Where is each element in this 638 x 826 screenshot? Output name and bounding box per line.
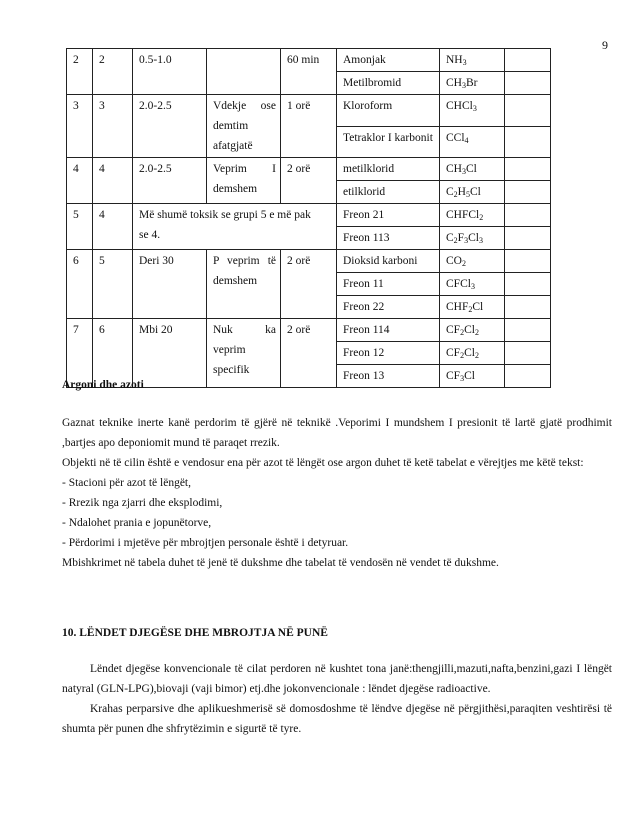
chemical-formula-cell	[440, 158, 505, 181]
effect-cell	[207, 95, 281, 158]
formula-part: CF	[446, 370, 461, 382]
formula-subscript: 3	[462, 58, 467, 67]
table-row	[67, 204, 551, 227]
empty-cell	[505, 273, 551, 296]
toxicity-table	[66, 48, 551, 388]
empty-cell	[505, 250, 551, 273]
table-row	[67, 95, 551, 127]
formula-part: CF	[446, 347, 461, 359]
exposure-time-cell: 2 orë	[281, 319, 337, 388]
formula-part: CCl	[446, 131, 465, 144]
substance-name-cell: metilklorid	[337, 158, 440, 181]
substance-name-cell: etilklorid	[337, 181, 440, 204]
group-cell: 2	[93, 49, 133, 95]
formula-subscript: 2	[461, 259, 466, 268]
empty-cell	[505, 72, 551, 95]
effect-line: demshem	[213, 183, 258, 195]
formula-subscript: 3	[461, 167, 466, 176]
effect-line: P veprim të	[213, 255, 276, 267]
formula-subscript: 3	[478, 236, 483, 245]
bullet-item: - Përdorimi i mjetëve për mbrojtjen personale është i detyruar.	[62, 537, 349, 549]
description-line: Më shumë toksik se grupi 5 e më pak	[139, 209, 311, 221]
table-row	[67, 158, 551, 181]
formula-part: Cl	[464, 370, 475, 382]
chemical-formula-cell	[440, 72, 505, 95]
substance-name-cell: Kloroform	[337, 95, 440, 127]
formula-part: CHF	[446, 301, 469, 313]
bullet-item: - Stacioni për azot të lëngët,	[62, 477, 192, 489]
formula-part: Cl	[464, 324, 475, 336]
formula-part: CO	[446, 255, 462, 267]
substance-name-cell: Freon 114	[337, 319, 440, 342]
chemical-formula-cell	[440, 296, 505, 319]
formula-subscript: 2	[474, 351, 479, 360]
empty-cell	[505, 319, 551, 342]
formula-part: Cl	[468, 232, 479, 244]
concentration-cell: Deri 30	[133, 250, 207, 319]
effect-line: specifik	[213, 364, 250, 376]
formula-part: Cl	[465, 163, 477, 175]
concentration-cell: 0.5-1.0	[133, 49, 207, 95]
formula-part: Cl	[469, 186, 481, 198]
empty-cell	[505, 49, 551, 72]
row-number-cell: 6	[67, 250, 93, 319]
formula-subscript: 2	[479, 213, 484, 222]
concentration-cell: 2.0-2.5	[133, 158, 207, 204]
bullet-item: - Rrezik nga zjarri dhe eksplodimi,	[62, 497, 223, 509]
group-cell: 5	[93, 250, 133, 319]
substance-name-cell: Freon 12	[337, 342, 440, 365]
row-number-cell: 3	[67, 95, 93, 158]
formula-subscript: 4	[464, 135, 469, 145]
formula-part: CHFCl	[446, 209, 480, 221]
substance-name-cell: Freon 11	[337, 273, 440, 296]
empty-cell	[505, 204, 551, 227]
exposure-time-cell: 2 orë	[281, 158, 337, 204]
substance-name-cell: Freon 113	[337, 227, 440, 250]
effect-line: demtim	[213, 120, 249, 132]
formula-subscript: 2	[468, 305, 473, 314]
formula-part: Cl	[472, 301, 484, 313]
formula-subscript: 2	[453, 236, 458, 245]
empty-cell	[505, 296, 551, 319]
substance-name-cell: Amonjak	[337, 49, 440, 72]
formula-subscript: 3	[461, 81, 466, 90]
chemical-formula-cell	[440, 181, 505, 204]
exposure-time-cell: 60 min	[281, 49, 337, 95]
substance-name-cell: Freon 22	[337, 296, 440, 319]
formula-part: C	[446, 232, 454, 244]
empty-cell	[505, 342, 551, 365]
concentration-cell: 2.0-2.5	[133, 95, 207, 158]
fuels-paragraph-2: Krahas perparsive dhe aplikueshmerisë së domosdoshme të lëndve djegëse në përgjithësi,paraqiten veshtirësi të shumta për punen dhe shfrytëzimin e sigurtë të tyre.	[62, 703, 612, 735]
substance-name-cell: Tetraklor I karbonit	[337, 126, 440, 158]
group-cell: 4	[93, 158, 133, 204]
row-number-cell: 2	[67, 49, 93, 95]
empty-cell	[505, 95, 551, 127]
effect-line: Nuk ka	[213, 324, 276, 336]
row-number-cell: 7	[67, 319, 93, 388]
substance-name-cell: Dioksid karboni	[337, 250, 440, 273]
empty-cell	[505, 158, 551, 181]
effect-line: Vdekje ose	[213, 100, 276, 112]
argon-section	[62, 375, 612, 573]
table-row	[67, 250, 551, 273]
formula-part: CF	[446, 324, 461, 336]
substance-name-cell: Freon 21	[337, 204, 440, 227]
formula-subscript: 5	[465, 190, 470, 199]
group-cell: 3	[93, 95, 133, 158]
chemical-formula-cell	[440, 273, 505, 296]
substance-name-cell: Metilbromid	[337, 72, 440, 95]
exposure-time-cell: 1 orë	[281, 95, 337, 158]
fuels-paragraph-1: Lëndet djegëse konvencionale të cilat perdoren në kushtet tona janë:thengjilli,mazuti,nafta,benzini,gazi I lëngët natyral (GLN-LPG),biovaji (vaji bimor) etj.dhe jokonvencionale : lëndet djegëse radioactive.	[62, 663, 612, 695]
effect-cell	[207, 49, 281, 95]
chemical-formula-cell	[440, 95, 505, 127]
formula-subscript: 2	[460, 351, 465, 360]
formula-part: Br	[465, 77, 478, 89]
formula-part: C	[446, 186, 454, 198]
formula-part: NH	[446, 54, 463, 66]
formula-part: CFCl	[446, 278, 471, 290]
bullet-item: - Ndalohet prania e jopunëtorve,	[62, 517, 212, 529]
formula-part: F	[457, 232, 465, 244]
group-cell: 4	[93, 204, 133, 250]
empty-cell	[505, 227, 551, 250]
effect-line: afatgjatë	[213, 140, 253, 152]
concentration-cell: Mbi 20	[133, 319, 207, 388]
argon-paragraph-1: Gaznat teknike inerte kanë perdorim të gjërë në teknikë .Veporimi I mundshem I presionit të lartë gjatë prodhimit ,bartjes apo deponiomit mund të paraqet rrezik.	[62, 417, 612, 449]
table-row	[67, 49, 551, 72]
chemical-formula-cell	[440, 342, 505, 365]
formula-subscript: 3	[464, 236, 469, 245]
effect-cell	[207, 158, 281, 204]
chemical-formula-cell	[440, 49, 505, 72]
effect-cell	[207, 250, 281, 319]
effect-line: demshem	[213, 275, 258, 287]
empty-cell	[505, 126, 551, 158]
formula-subscript: 3	[470, 282, 475, 291]
row-number-cell: 4	[67, 158, 93, 204]
formula-part: CH	[446, 163, 462, 175]
argon-paragraph-2: Objekti në të cilin është e vendosur ena për azot të lëngët ose argon duhet të ketë tabelat e vërejtjes me këtë tekst:	[62, 457, 584, 469]
chemical-formula-cell	[440, 319, 505, 342]
row-number-cell: 5	[67, 204, 93, 250]
effect-line: veprim	[213, 344, 246, 356]
effect-line: Veprim I	[213, 163, 276, 175]
chemical-formula-cell	[440, 126, 505, 158]
formula-part: Cl	[464, 347, 475, 359]
chemical-formula-cell	[440, 204, 505, 227]
page-number: 9	[602, 38, 608, 52]
substance-name-cell: Freon 13	[337, 365, 440, 388]
formula-subscript: 2	[460, 328, 465, 337]
merged-description-cell	[133, 204, 337, 250]
description-line: se 4.	[139, 229, 161, 241]
formula-subscript: 2	[453, 190, 458, 199]
formula-subscript: 3	[472, 104, 477, 113]
group-cell: 6	[93, 319, 133, 388]
formula-part: H	[457, 186, 466, 198]
formula-part: CH	[446, 77, 462, 89]
argon-heading: Argoni dhe azoti	[62, 379, 144, 391]
section-heading: 10. LËNDET DJEGËSE DHE MBROJTJA NË PUNË	[62, 627, 328, 639]
empty-cell	[505, 181, 551, 204]
formula-part: CHCl	[446, 100, 473, 112]
chemical-formula-cell	[440, 250, 505, 273]
table-row	[67, 319, 551, 342]
argon-paragraph-3: Mbishkrimet në tabela duhet të jenë të dukshme dhe tabelat të vendosën në vendet të dukshme.	[62, 557, 499, 569]
exposure-time-cell: 2 orë	[281, 250, 337, 319]
fuels-section	[62, 623, 612, 739]
chemical-formula-cell	[440, 227, 505, 250]
formula-subscript: 2	[474, 328, 479, 337]
formula-subscript: 3	[460, 374, 465, 383]
